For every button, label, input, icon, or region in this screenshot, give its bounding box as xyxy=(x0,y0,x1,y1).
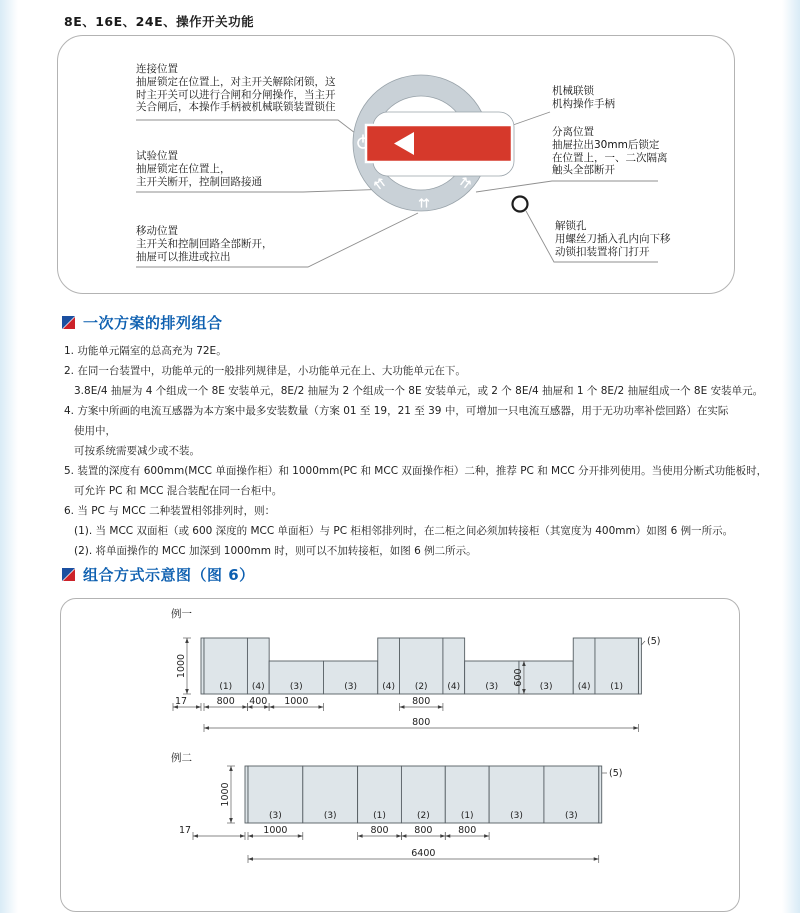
cabinet-label: (1) xyxy=(219,682,233,692)
callout-line: 机构操作手柄 xyxy=(552,97,615,110)
cabinet-label: (4) xyxy=(447,682,461,692)
figure6-canvas xyxy=(61,599,739,911)
list-line: (1). 当 MCC 双面柜（或 600 深度的 MCC 单面柜）与 PC 柜相邻排列时，在二柜之间必须加转接柜（其宽度为 400mm）如图 6 例一所示。 xyxy=(74,525,734,537)
dim-label: 800 xyxy=(216,696,235,707)
section-heading-primary-scheme xyxy=(62,312,223,333)
callout-line: 抽屉拉出30mm后锁定 xyxy=(552,138,660,151)
cabinet-label: (4) xyxy=(577,682,591,692)
dim-label: 800 xyxy=(412,696,431,707)
callout-title: 解锁孔 xyxy=(555,220,587,232)
list-line: 5. 装置的深度有 600mm(MCC 单面操作柜）和 1000mm(PC 和 MCC 双面操作柜）二种，推荐 PC 和 MCC 分开排列使用。当使用分断式功能板时， xyxy=(64,465,768,477)
callout-title: 机械联锁 xyxy=(552,85,594,97)
rotary-switch xyxy=(353,75,514,211)
section-marker-icon xyxy=(62,568,76,582)
cabinet-label: (1) xyxy=(610,682,624,692)
dim-label: 800 xyxy=(412,717,431,728)
cabinet-label: (1) xyxy=(460,811,474,821)
callout-title: 分离位置 xyxy=(552,126,594,138)
list-line: 可允许 PC 和 MCC 混合装配在同一台柜中。 xyxy=(74,485,283,497)
callout-move-position xyxy=(136,225,273,263)
callout-line: 动锁扣装置将门打开 xyxy=(555,245,650,258)
switch-function-figure xyxy=(57,35,735,294)
dim-label: 1000 xyxy=(263,825,288,836)
dim-label: 800 xyxy=(370,825,389,836)
cabinet-label: (3) xyxy=(289,682,303,692)
section-heading-text: 组合方式示意图（图 6） xyxy=(83,566,255,584)
side-panel xyxy=(638,638,641,694)
cabinet-label: (4) xyxy=(251,682,265,692)
dim-label: 17 xyxy=(174,696,188,707)
list-line: 3.8E/4 抽屉为 4 个组成一个 8E 安装单元，8E/2 抽屉为 2 个组成一个 8E 安装单元，或 2 个 8E/4 抽屉和 1 个 8E/2 抽屉组成一个 8E 安装单元。 xyxy=(74,385,764,397)
leader-test xyxy=(136,189,391,192)
corner-label: (5) xyxy=(647,636,661,647)
callout-title: 试验位置 xyxy=(136,150,178,162)
unlock-hole xyxy=(513,197,528,212)
corner-label: (5) xyxy=(609,768,623,779)
section-heading-text: 一次方案的排列组合 xyxy=(83,314,223,332)
callout-line: 用螺丝刀插入孔内向下移 xyxy=(555,232,671,245)
callout-line: 抽屉可以推进或拉出 xyxy=(136,250,231,263)
callout-line: 主开关和控制回路全部断开， xyxy=(136,237,273,250)
callout-line: 关合闸后，本操作手柄被机械联锁装置锁住 xyxy=(136,101,336,114)
cabinet-label: (3) xyxy=(269,811,282,821)
callout-line: 触头全部断开 xyxy=(552,164,615,177)
list-line: (2). 将单面操作的 MCC 加深到 1000mm 时，则可以不加转接柜，如图 6 例二所示。 xyxy=(74,545,477,557)
cabinet-label: (3) xyxy=(323,811,337,821)
dim-label: 600 xyxy=(512,668,524,687)
dim-label: 800 xyxy=(458,825,477,836)
cabinet-label: (4) xyxy=(382,682,395,692)
cabinet-label: (3) xyxy=(485,682,499,692)
dim-label: 800 xyxy=(414,825,433,836)
callout-line: 抽屉锁定在位置上， xyxy=(136,162,231,175)
dim-label: 17 xyxy=(178,825,192,836)
section-marker-icon xyxy=(62,316,76,330)
callout-line: 主开关断开，控制回路接通 xyxy=(136,175,262,188)
callout-title: 连接位置 xyxy=(136,63,178,75)
leader-interlock xyxy=(513,112,550,125)
example-name: 例二 xyxy=(171,752,192,764)
list-line: 6. 当 PC 与 MCC 二种装置相邻排列时，则： xyxy=(64,505,276,517)
cabinet-label: (3) xyxy=(344,682,357,692)
cabinet-label: (3) xyxy=(539,682,553,692)
list-line: 1. 功能单元隔室的总高充为 72E。 xyxy=(64,345,227,357)
dim-label: 400 xyxy=(249,696,268,707)
leader-connect xyxy=(136,120,355,133)
callout-title: 移动位置 xyxy=(136,225,178,237)
list-line: 2. 在同一台装置中，功能单元的一般排列规律是，小功能单元在上、大功能单元在下。 xyxy=(64,365,466,377)
primary-scheme-list xyxy=(64,341,768,561)
cabinet-label: (3) xyxy=(564,811,578,821)
cabinet-label: (3) xyxy=(510,811,523,821)
callout-mechanical-interlock xyxy=(552,85,615,111)
handle-red-bar xyxy=(366,125,512,162)
figure6-combination-diagram xyxy=(60,598,740,912)
cabinet-label: (1) xyxy=(373,811,386,821)
callout-test-position xyxy=(136,150,262,188)
callout-separate-position xyxy=(552,126,668,177)
dim-label: 1000 xyxy=(284,696,309,707)
list-line: 4. 方案中所画的电流互感器为本方案中最多安装数量（方案 01 至 19，21 至 39 中，可增加一只电流互感器，用于无功功率补偿回路）在实际 xyxy=(64,405,729,417)
dim-label: 1000 xyxy=(220,782,231,807)
section-heading-figure6 xyxy=(62,564,255,585)
cabinet-label: (2) xyxy=(414,682,428,692)
list-line: 使用中， xyxy=(74,425,116,437)
page-title: 8E、16E、24E、操作开关功能 xyxy=(64,14,255,29)
list-line: 可按系统需要减少或不装。 xyxy=(74,445,200,457)
callout-line: 抽屉锁定在位置上，对主开关解除闭锁，这 xyxy=(136,75,336,88)
dim-label: 6400 xyxy=(411,848,436,859)
callout-line: 在位置上，一、二次隔离 xyxy=(552,151,668,164)
leader-separate xyxy=(476,181,658,192)
callout-connect-position xyxy=(136,63,336,114)
callout-line: 时主开关可以进行合闸和分闸操作，当主开 xyxy=(136,88,336,101)
dim-label: 1000 xyxy=(176,653,187,679)
cabinet-label: (2) xyxy=(416,811,430,821)
example-name: 例一 xyxy=(171,608,192,620)
callout-unlock-hole xyxy=(555,220,671,258)
